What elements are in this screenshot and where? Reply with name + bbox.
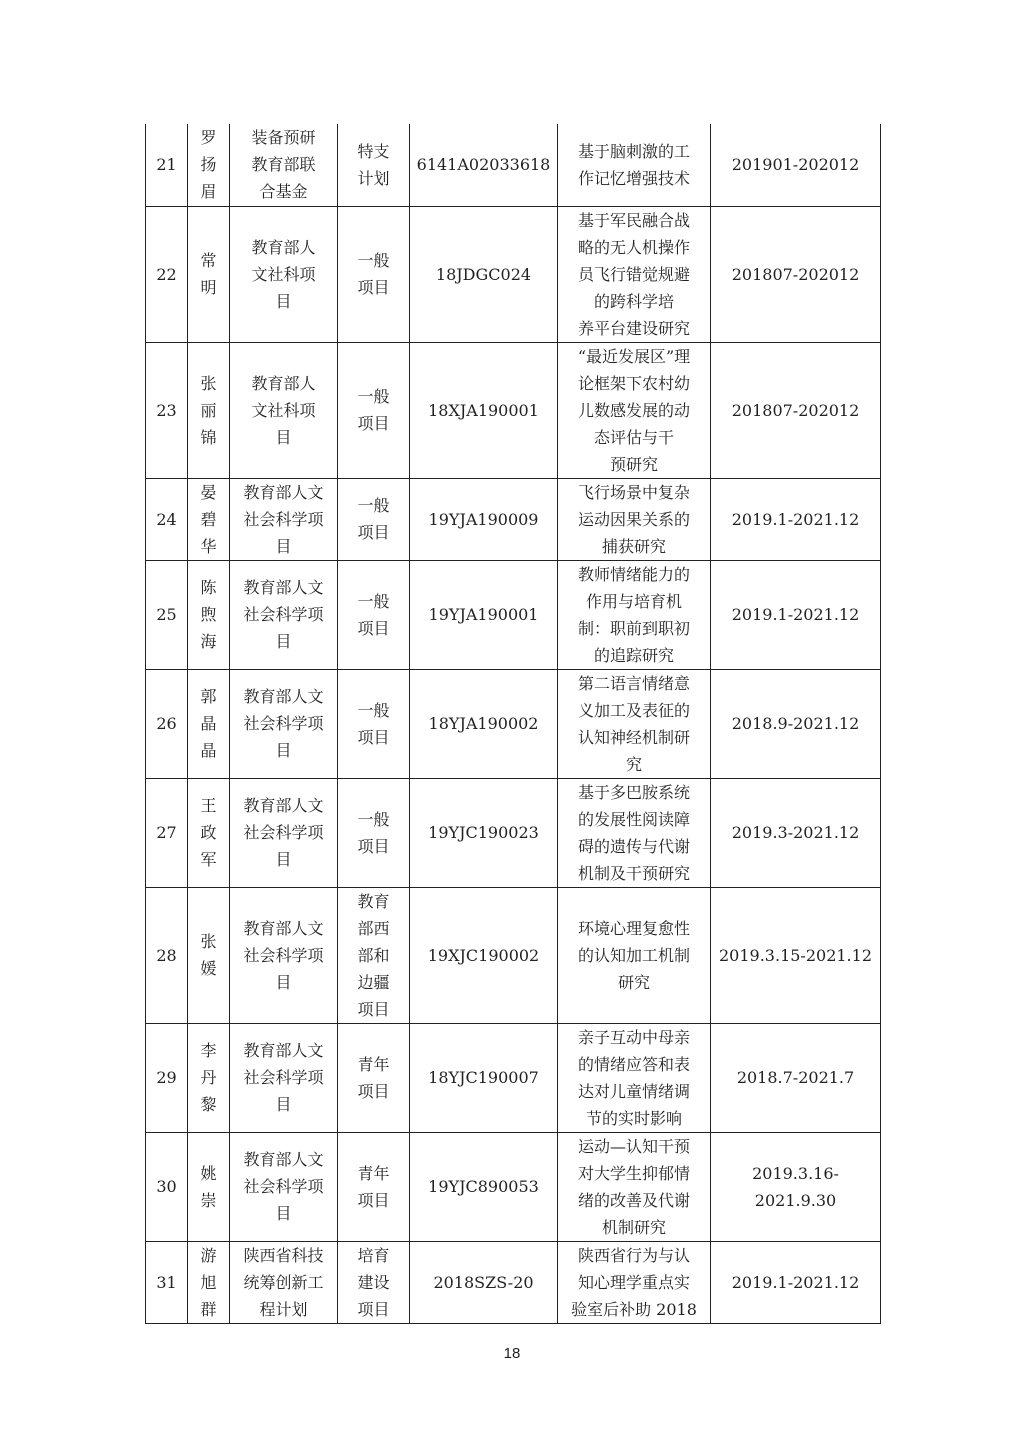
project-title-cell-line: 教师情绪能力的 [577,564,690,584]
project-type-cell [338,887,410,1023]
project-period-cell [711,206,881,342]
project-code-cell-line: 18YJC [428,1068,478,1087]
funding-source-cell-line: 社会科学项 [243,509,324,529]
project-code-cell [410,887,558,1023]
funding-source-cell-line: 目 [275,850,292,869]
project-period-cell-line: 2018.7-2021.7 [736,1068,855,1087]
person-name-cell [188,1241,230,1323]
table-row [146,669,881,778]
project-type-cell-line: 一般 [357,496,390,515]
project-type-cell-line: 一般 [357,700,390,720]
funding-source-cell-line: 教育部人 [251,373,316,393]
project-title-cell [558,669,711,778]
project-period-cell-line: 201901- [731,155,799,175]
project-code-cell [410,1132,558,1241]
funding-source-cell-line: 社会科学项 [243,714,324,733]
row-number-cell: 23 [146,342,188,478]
project-title-cell [558,1023,711,1132]
row-number-cell: 30 [146,1132,188,1241]
project-type-cell [338,1023,410,1132]
page-number: 18 [503,1345,521,1362]
project-title-cell-line: 略的无人机操作 [577,237,690,257]
person-name: 晏碧华 [200,482,217,556]
project-code-cell-line: 6141A020 [416,155,500,175]
project-title-cell-line: 的认知加工机制 [577,945,690,965]
project-code-cell-line: 19YJA190001 [428,605,539,624]
project-title-cell [558,778,711,887]
project-period-cell-line: 2019.3.15-2021.12 [719,945,872,965]
project-code-cell [410,560,558,669]
project-type-cell [338,1132,410,1241]
project-code-cell-line: 33618 [499,155,551,175]
funding-source-cell [230,669,338,778]
table-row [146,560,881,669]
project-title-cell-line: 预研究 [609,454,658,474]
funding-source-cell-line: 目 [275,291,292,311]
funding-source-cell [230,778,338,887]
project-period-cell [711,560,881,669]
project-title-cell-line: 论框架下农村幼 [577,373,690,393]
project-code-cell-line: 18XJA190 [428,400,509,420]
project-title-cell-line: 环境心理复愈性 [577,918,690,938]
project-period-cell-line: 2018.9-2021.12 [731,714,860,733]
table-row [146,124,881,206]
project-period-cell-line: 2019.1-2021.12 [731,509,860,529]
funding-source-cell [230,206,338,342]
person-name: 王政军 [200,796,217,869]
project-title-cell [558,560,711,669]
project-title-cell-line: 作记忆增强技术 [577,168,690,188]
person-name-cell [188,478,230,560]
project-type-cell [338,342,410,478]
project-title-cell-line: 绪的改善及代谢 [577,1190,690,1210]
project-code-cell-line: 19YJC190023 [428,823,539,842]
project-period-cell-line: 202012 [798,155,860,175]
funding-source-cell [230,1132,338,1241]
funding-source-cell-line: 陕西省科技 [243,1245,324,1265]
project-type-cell-line: 青年 [357,1163,390,1183]
person-name-cell [188,887,230,1023]
project-type-cell-line: 项目 [357,1081,390,1101]
project-type-cell-line: 培育 [357,1245,390,1265]
project-title-cell-line: 知心理学重点实 [577,1272,690,1292]
project-title-cell [558,206,711,342]
project-title-cell-line: 陕西省行为与认 [577,1245,690,1265]
project-type-cell [338,1241,410,1323]
project-type-cell-line: 项目 [357,999,390,1019]
row-number-cell: 25 [146,560,188,669]
funding-source-cell-line: 社会科学项 [243,1177,324,1196]
project-code-cell [410,778,558,887]
project-period-cell [711,669,881,778]
project-type-cell-line: 青年 [357,1054,390,1074]
project-title-cell-line: 义加工及表征的 [577,700,690,720]
project-type-cell-line: 项目 [357,1190,390,1210]
project-type-cell-line: 一般 [357,251,390,270]
project-code-cell [410,478,558,560]
project-period-cell [711,124,881,206]
project-code-cell [410,669,558,778]
project-title-cell-line: 捕获研究 [601,536,666,556]
project-title-cell-line: 儿数感发展的动 [577,400,690,420]
project-period-cell-line: 2019.1-2021.12 [731,605,860,624]
funding-source-cell [230,1241,338,1323]
project-title-cell-line: 运动因果关系的 [577,509,690,529]
project-type-cell-line: 项目 [357,414,390,433]
project-title-cell-line: 态评估与干 [593,427,674,447]
person-name-cell [188,1132,230,1241]
project-type-cell-line: 一般 [357,591,390,611]
person-name: 郭晶晶 [200,687,217,760]
project-type-cell-line: 一般 [357,387,390,406]
project-title-cell-line: 研究 [617,972,650,992]
project-title-cell-line: 节的实时影响 [585,1108,682,1128]
funding-source-cell [230,342,338,478]
project-type-cell-line: 一般 [357,809,390,829]
funding-source-cell-line: 教育部人文 [243,687,324,706]
project-code-cell-line: 2018SZS-20 [433,1272,534,1292]
project-type-cell [338,206,410,342]
project-type-cell [338,124,410,206]
project-table [145,124,881,1324]
project-type-cell [338,778,410,887]
project-period-cell [711,478,881,560]
project-period-cell [711,342,881,478]
project-type-cell-line: 计划 [357,168,390,188]
funding-source-cell-line: 装备预研 [251,128,316,148]
table-row [146,1023,881,1132]
project-period-cell-line: 202012 [798,400,860,420]
project-type-cell-line: 建设 [357,1272,390,1292]
row-number-cell: 21 [146,124,188,206]
project-code-cell-line: 19YJC890053 [428,1177,539,1196]
project-title-cell-line: 达对儿童情绪调 [577,1081,690,1101]
project-period-cell [711,1023,881,1132]
project-title-cell [558,342,711,478]
project-period-cell [711,1241,881,1323]
funding-source-cell [230,124,338,206]
project-code-cell [410,1023,558,1132]
project-type-cell-line: 项目 [357,1299,390,1319]
row-number-cell: 31 [146,1241,188,1323]
project-title-cell-line: 亲子互动中母亲 [577,1027,690,1047]
funding-source-cell-line: 教育部人文 [243,796,324,815]
project-code-cell-line: 19YJA190009 [428,509,539,529]
project-type-cell-line: 边疆 [357,972,390,992]
person-name: 罗扬眉 [200,128,217,202]
funding-source-cell-line: 文社科项 [251,264,316,284]
project-title-cell-line: 的跨科学培 [593,291,674,311]
person-name: 张丽锦 [200,373,217,447]
person-name-cell [188,206,230,342]
funding-source-cell-line: 程计划 [259,1299,308,1319]
funding-source-cell-line: 教育部人文 [243,918,324,938]
row-number-cell: 28 [146,887,188,1023]
project-type-cell-line: 项目 [357,836,390,856]
table-row [146,206,881,342]
project-code-cell-line: 190007 [477,1068,539,1087]
person-name: 李丹黎 [200,1041,217,1114]
funding-source-cell-line: 目 [275,632,292,651]
project-title-cell [558,1132,711,1241]
person-name-cell [188,778,230,887]
funding-source-cell-line: 教育部联 [251,155,316,175]
project-type-cell-line: 项目 [357,618,390,638]
project-code-cell [410,1241,558,1323]
project-title-cell-line: 飞行场景中复杂 [577,482,690,502]
person-name-cell [188,1023,230,1132]
person-name-cell [188,124,230,206]
project-title-cell-line: 养平台建设研究 [577,318,690,338]
funding-source-cell-line: 目 [275,1095,292,1114]
project-title-cell [558,124,711,206]
funding-source-cell-line: 社会科学项 [243,605,324,624]
project-title-cell-line: 碍的遗传与代谢 [577,836,690,856]
funding-source-cell-line: 教育部人文 [243,482,324,502]
project-title-cell-line: 的发展性阅读障 [577,809,690,829]
person-name: 姚崇 [200,1163,217,1210]
project-title-cell-line: “最近发展区”理 [577,346,691,366]
project-period-cell-line: 201807- [731,400,799,420]
project-type-cell-line: 部和 [357,945,390,965]
person-name-cell [188,560,230,669]
project-type-cell-line: 项目 [357,278,390,297]
project-title-cell-line: 制：职前到职初 [577,618,690,638]
project-period-cell-line: 2019.3.16-2021.9.30 [752,1163,839,1210]
project-type-cell [338,669,410,778]
project-code-cell-line: 18JDGC0 [435,264,511,284]
funding-source-cell-line: 教育部人文 [243,1150,324,1169]
person-name-cell [188,342,230,478]
funding-source-cell-line: 统筹创新工 [243,1272,324,1292]
funding-source-cell-line: 目 [275,1204,292,1223]
funding-source-cell [230,1023,338,1132]
project-code-cell-line: 001 [508,400,539,420]
project-title-cell-line: 基于多巴胺系统 [577,782,690,802]
funding-source-cell [230,478,338,560]
funding-source-cell-line: 社会科学项 [243,1068,324,1087]
project-title-cell-line: 第二语言情绪意 [577,673,690,693]
table-row [146,1132,881,1241]
project-title-cell-line: 认知神经机制研 [577,727,690,747]
funding-source-cell-line: 目 [275,427,292,447]
table-row [146,342,881,478]
funding-source-cell-line: 社会科学项 [243,823,324,842]
person-name: 常明 [200,251,217,297]
project-period-cell [711,778,881,887]
table-row [146,1241,881,1323]
project-title-cell-line: 验室后补助 2018 [571,1299,697,1319]
project-title-cell-line: 机制及干预研究 [577,863,690,883]
project-type-cell-line: 部西 [357,918,390,938]
project-code-cell [410,206,558,342]
funding-source-cell-line: 教育部人 [251,237,316,257]
row-number-cell: 24 [146,478,188,560]
project-title-cell-line: 员飞行错觉规避 [577,264,690,284]
project-title-cell [558,887,711,1023]
row-number-cell: 22 [146,206,188,342]
project-code-cell [410,124,558,206]
row-number-cell: 26 [146,669,188,778]
project-title-cell-line: 作用与培育机 [585,591,682,611]
project-type-cell-line: 教育 [357,891,390,911]
funding-source-cell-line: 教育部人文 [243,578,324,597]
project-type-cell-line: 项目 [357,727,390,747]
project-title-cell-line: 对大学生抑郁情 [577,1163,690,1183]
person-name-cell [188,669,230,778]
project-period-cell-line: 2019.1-2021.12 [731,1272,860,1292]
row-number-cell: 29 [146,1023,188,1132]
project-code-cell-line: 24 [510,264,532,284]
project-code-cell-line: 19XJC190002 [427,945,540,965]
person-name: 游旭群 [200,1245,217,1319]
funding-source-cell-line: 合基金 [259,182,308,202]
funding-source-cell-line: 目 [275,741,292,760]
project-code-cell-line: 18YJA190002 [428,714,539,733]
project-title-cell-line: 的追踪研究 [593,645,674,665]
project-period-cell-line: 201807- [731,264,799,284]
funding-source-cell-line: 目 [275,972,292,992]
project-title-cell-line: 机制研究 [601,1217,666,1237]
project-type-cell-line: 特支 [357,141,390,161]
project-title-cell-line: 运动—认知干预 [577,1136,690,1156]
project-title-cell-line: 基于脑刺激的工 [577,141,690,161]
person-name: 张媛 [200,932,217,978]
table-row [146,478,881,560]
project-period-cell-line: 2019.3-2021.12 [731,823,860,842]
funding-source-cell-line: 目 [275,536,292,556]
project-period-cell [711,1132,881,1241]
project-type-cell [338,560,410,669]
project-code-cell [410,342,558,478]
funding-source-cell-line: 社会科学项 [243,945,324,965]
table-row [146,887,881,1023]
table-row [146,778,881,887]
funding-source-cell [230,887,338,1023]
project-title-cell-line: 究 [625,754,642,774]
project-period-cell-line: 202012 [798,264,860,284]
funding-source-cell-line: 教育部人文 [243,1041,324,1060]
project-title-cell [558,478,711,560]
project-title-cell [558,1241,711,1323]
project-period-cell [711,887,881,1023]
person-name: 陈煦海 [200,578,217,651]
row-number-cell: 27 [146,778,188,887]
project-title-cell-line: 基于军民融合战 [577,210,690,230]
funding-source-cell-line: 文社科项 [251,400,316,420]
project-type-cell [338,478,410,560]
project-title-cell-line: 的情绪应答和表 [577,1054,690,1074]
funding-source-cell [230,560,338,669]
project-type-cell-line: 项目 [357,523,390,542]
